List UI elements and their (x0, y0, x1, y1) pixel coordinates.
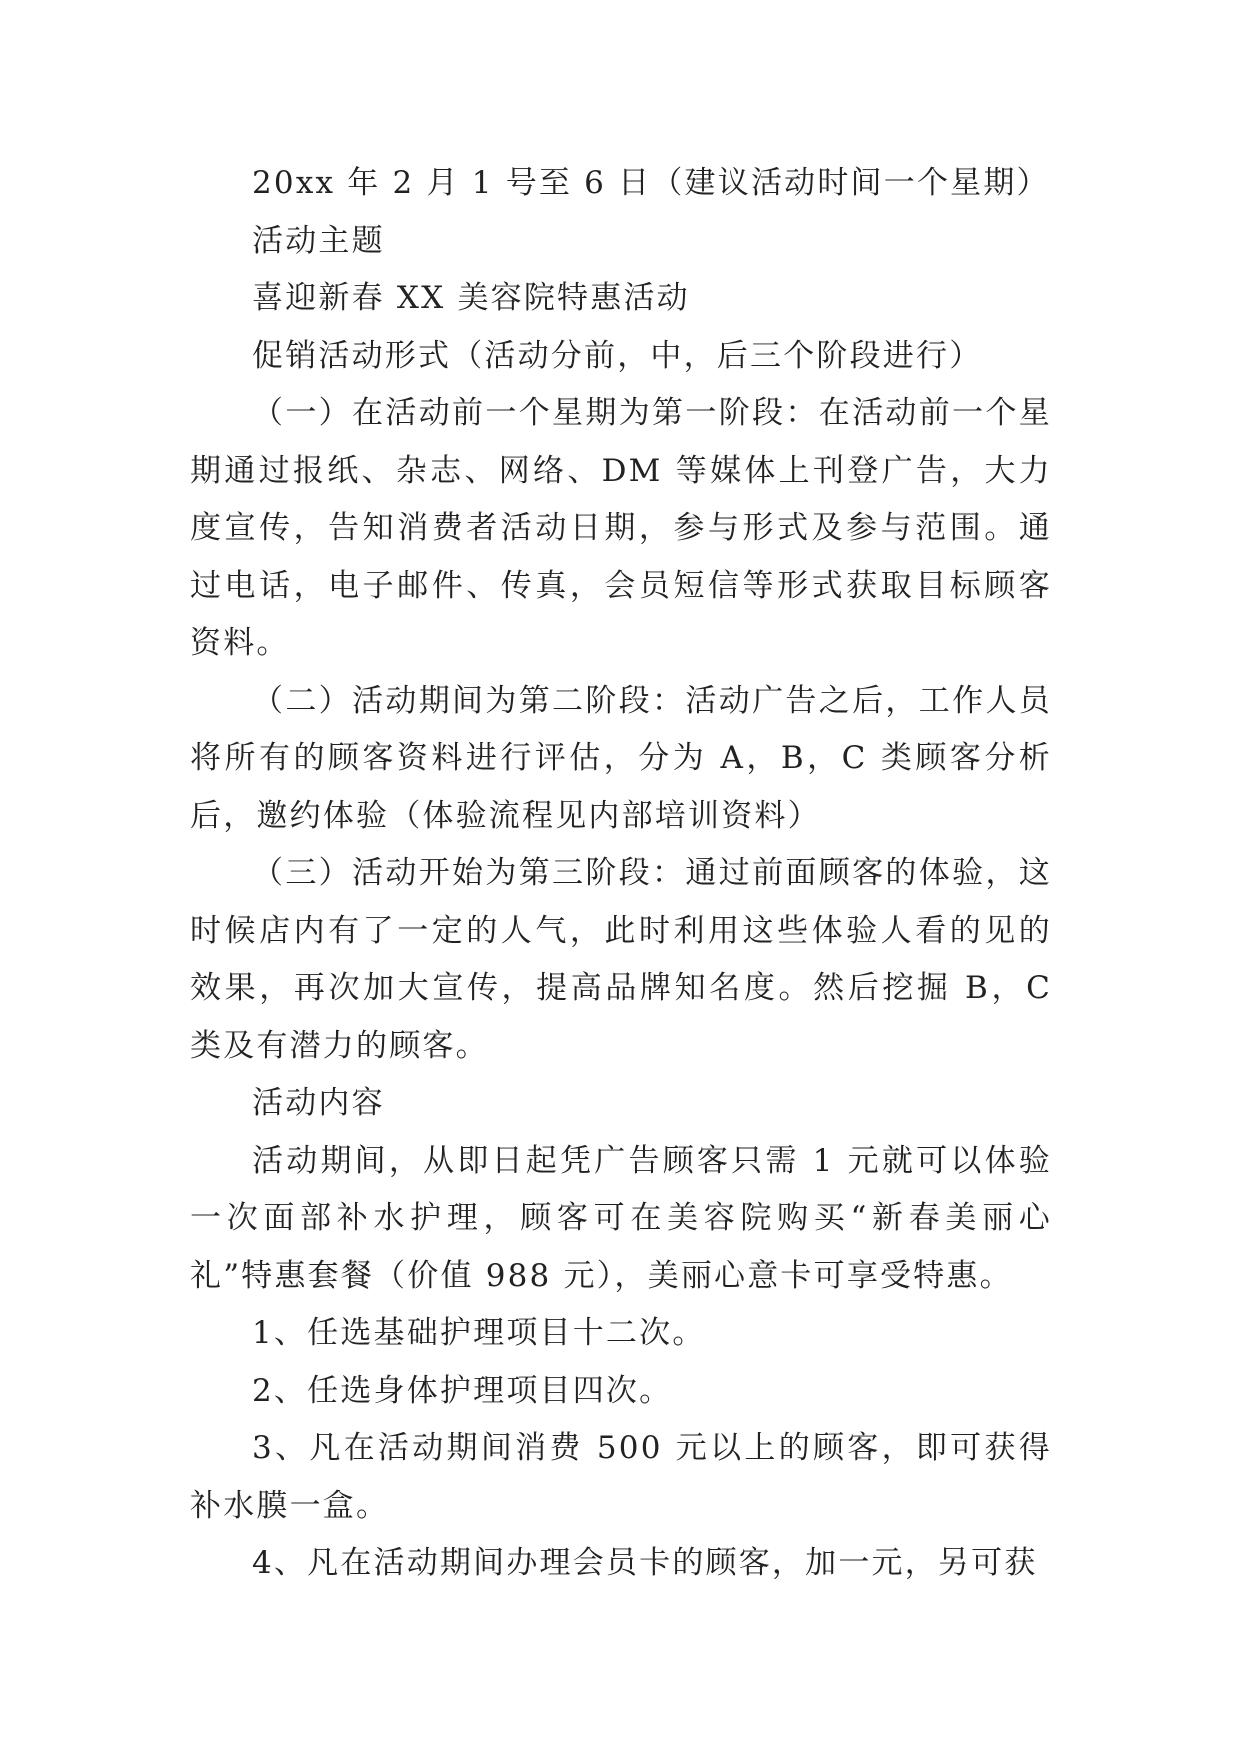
paragraph-stage-one: （一）在活动前一个星期为第一阶段：在活动前一个星期通过报纸、杂志、网络、DM 等媒体上刊登广告，大力度宣传，告知消费者活动日期，参与形式及参与范围。通过电话，电子邮件、传真，会员短信等形式获取目标顾客资料。 (190, 395, 1052, 661)
list-item-1: 1、任选基础护理项目十二次。 (252, 1315, 706, 1351)
list-item-4: 4、凡在活动期间办理会员卡的顾客，加一元，另可获 (252, 1545, 1038, 1581)
heading-activity-theme: 活动主题 (252, 222, 385, 259)
list-item-2: 2、任选身体护理项目四次。 (252, 1372, 673, 1409)
document-body (190, 155, 1052, 1593)
paragraph-date: 20xx 年 2 月 1 号至 6 日（建议活动时间一个星期） (252, 165, 1050, 201)
heading-activity-content: 活动内容 (252, 1085, 385, 1121)
paragraph-theme-title: 喜迎新春 XX 美容院特惠活动 (252, 280, 690, 316)
paragraph-stage-three: （三）活动开始为第三阶段：通过前面顾客的体验，这时候店内有了一定的人气，此时利用这些体验人看的见的效果，再次加大宣传，提高品牌知名度。然后挖掘 B，C 类及有潜力的顾客。 (190, 855, 1052, 1064)
paragraph-stage-two: （二）活动期间为第二阶段：活动广告之后，工作人员将所有的顾客资料进行评估，分为 A，B，C 类顾客分析后，邀约体验（体验流程见内部培训资料） (190, 682, 1052, 834)
list-item-3: 3、凡在活动期间消费 500 元以上的顾客，即可获得补水膜一盒。 (190, 1430, 1052, 1524)
heading-promotion-form: 促销活动形式（活动分前，中，后三个阶段进行） (252, 337, 983, 374)
paragraph-activity-details: 活动期间，从即日起凭广告顾客只需 1 元就可以体验一次面部补水护理，顾客可在美容院购买“新春美丽心礼”特惠套餐（价值 988 元），美丽心意卡可享受特惠。 (190, 1142, 1052, 1294)
